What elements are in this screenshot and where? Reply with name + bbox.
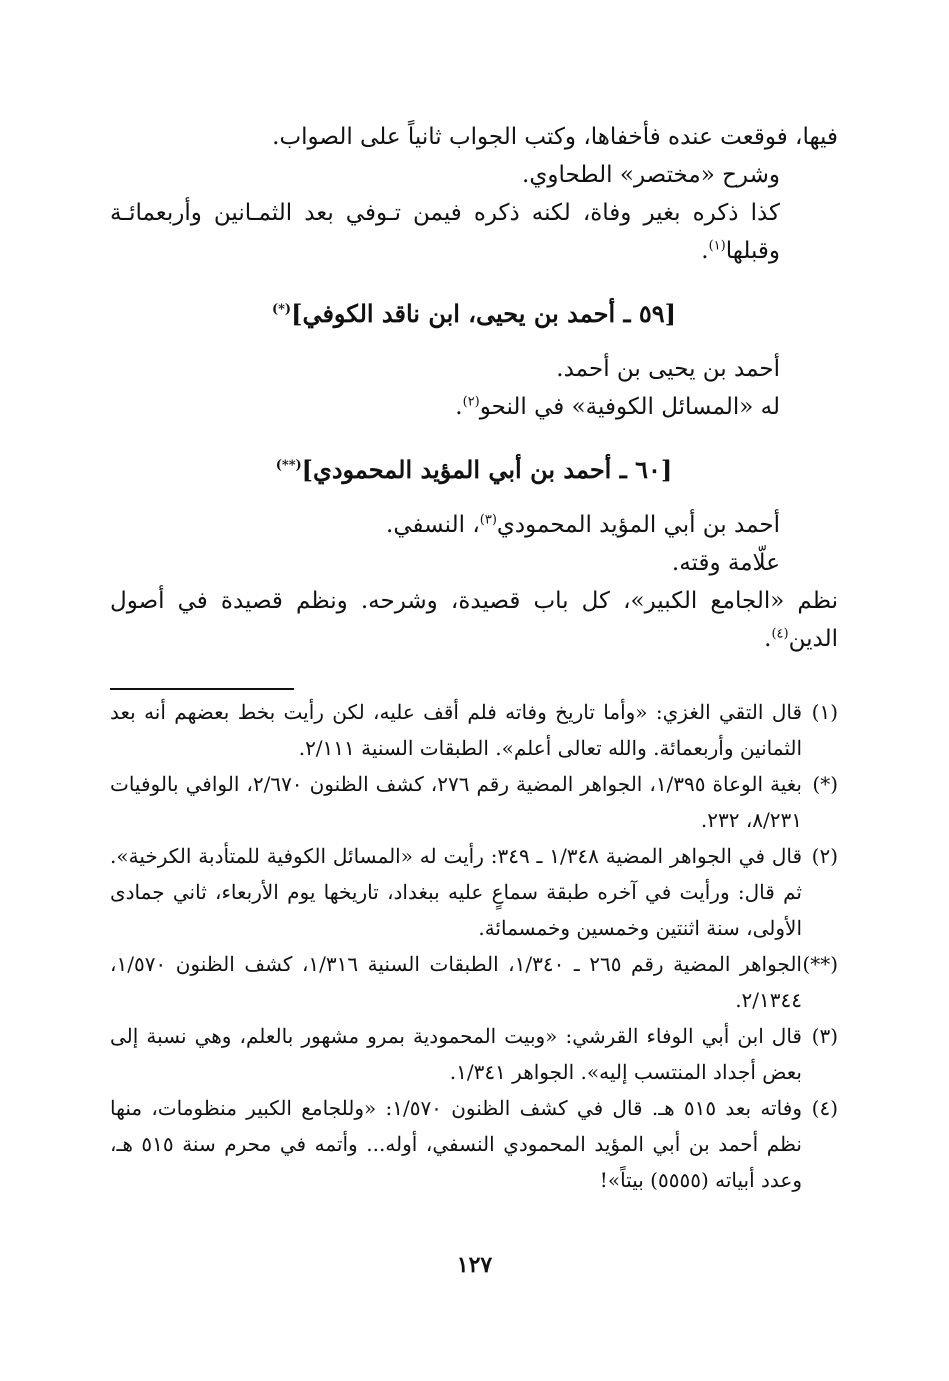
paragraph-text: علّامة وقته. xyxy=(671,550,780,576)
footnote-mark: (٢) xyxy=(811,844,838,868)
entry-heading-59 xyxy=(110,296,838,332)
paragraph-sharh xyxy=(110,156,838,194)
footnote-text: وفاته بعد ٥١٥ هـ. قال في كشف الظنون ١/٥٧٠: «وللجامع الكبير منظومات، منها نظم أحمد بن أبي المؤيد المحمودي النسفي، أوله... وأتمه في محرم سنة ٥١٥ هـ، وعدد أبياته (٥٥٥٥) بيتاً»! xyxy=(110,1096,803,1192)
paragraph-continuation xyxy=(110,118,838,156)
footnote-ref: (*) xyxy=(271,302,292,317)
paragraph-text: وشرح «مختصر» الطحاوي. xyxy=(522,162,780,188)
entry-60-works xyxy=(110,582,838,658)
footnote-text: قال في الجواهر المضية ١/٣٤٨ ـ ٣٤٩: رأيت له «المسائل الكوفية للمتأدبة الكرخية». ثم قال: ورأيت في آخره طبقة سماعٍ عليه ببغداد، تاريخها يوم الأربعاء، ثاني جمادى الأولى، سنة اثنتين وخمسين وخمسمائة. xyxy=(110,844,803,940)
footnote-item xyxy=(110,1090,838,1198)
entry-59-work xyxy=(110,388,838,426)
footnote-item xyxy=(110,694,838,766)
footnote-text: بغية الوعاة ١/٣٩٥، الجواهر المضية رقم ٢٧٦، كشف الظنون ٢/٦٧٠، الوافي بالوفيات ٨/٢٣١، ٢٣٢. xyxy=(110,772,802,832)
footnote-mark: (٤) xyxy=(811,1096,838,1120)
heading-text: [٥٩ ـ أحمد بن يحيى، ابن ناقد الكوفي] xyxy=(291,299,676,328)
footnote-item xyxy=(110,838,838,946)
paragraph-text: كذا ذكره بغير وفاة، لكنه ذكره فيمن تـوفي بعد الثمـانين وأربعمائـة وقبلها xyxy=(110,200,780,264)
heading-text: [٦٠ ـ أحمد بن أبي المؤيد المحمودي] xyxy=(301,455,673,484)
page-number: ١٢٧ xyxy=(456,1252,493,1278)
paragraph-text: أحمد بن يحيى بن أحمد. xyxy=(556,356,780,382)
paragraph-end: ، النسفي. xyxy=(386,512,480,538)
paragraph-text: له «المسائل الكوفية» في النحو xyxy=(479,394,780,420)
footnotes xyxy=(110,694,838,1198)
footnote-ref: (**) xyxy=(275,458,302,473)
footnote-text: قال التقي الغزي: «وأما تاريخ وفاته فلم أقف عليه، لكن رأيت بخط بعضهم أنه بعد الثمانين وأربعمائة. والله تعالى أعلم». الطبقات السنية ٢/١١١. xyxy=(110,700,802,760)
paragraph-end: . xyxy=(455,394,463,420)
footnote-text: الجواهر المضية رقم ٢٦٥ ـ ١/٣٤٠، الطبقات السنية ١/٣١٦، كشف الظنون ١/٥٧٠، ٢/١٣٤٤. xyxy=(110,952,802,1012)
entry-60-title xyxy=(110,544,838,582)
entry-60-name xyxy=(110,506,838,544)
footnote-mark: (**) xyxy=(802,952,838,976)
paragraph-end: . xyxy=(701,238,709,264)
paragraph-end: . xyxy=(764,626,772,652)
paragraph-death-note xyxy=(110,194,838,270)
footnote-item xyxy=(110,766,838,838)
footnote-mark: (٣) xyxy=(811,1024,838,1048)
main-text xyxy=(110,118,838,658)
book-page xyxy=(110,118,838,1198)
footnote-ref: (٤) xyxy=(771,626,789,642)
paragraph-text: فيها، فوقعت عنده فأخفاها، وكتب الجواب ثانياً على الصواب. xyxy=(272,124,838,150)
footnote-ref: (٣) xyxy=(479,512,497,528)
paragraph-text: نظم «الجامع الكبير»، كل باب قصيدة، وشرحه. ونظم قصيدة في أصول الدين xyxy=(110,588,838,652)
entry-59-name xyxy=(110,350,838,388)
footnote-mark: (*) xyxy=(812,772,838,796)
footnote-ref: (٢) xyxy=(462,394,480,410)
footnote-mark: (١) xyxy=(811,700,838,724)
entry-heading-60 xyxy=(110,452,838,488)
footnote-item xyxy=(110,946,838,1018)
footnote-ref: (١) xyxy=(708,238,726,254)
footnote-text: قال ابن أبي الوفاء القرشي: «وبيت المحمودية بمرو مشهور بالعلم، وهي نسبة إلى بعض أجداد المنتسب إليه». الجواهر ١/٣٤١. xyxy=(110,1024,802,1084)
paragraph-text: أحمد بن أبي المؤيد المحمودي xyxy=(496,512,780,538)
footnote-item xyxy=(110,1018,838,1090)
footnote-separator xyxy=(110,688,294,690)
